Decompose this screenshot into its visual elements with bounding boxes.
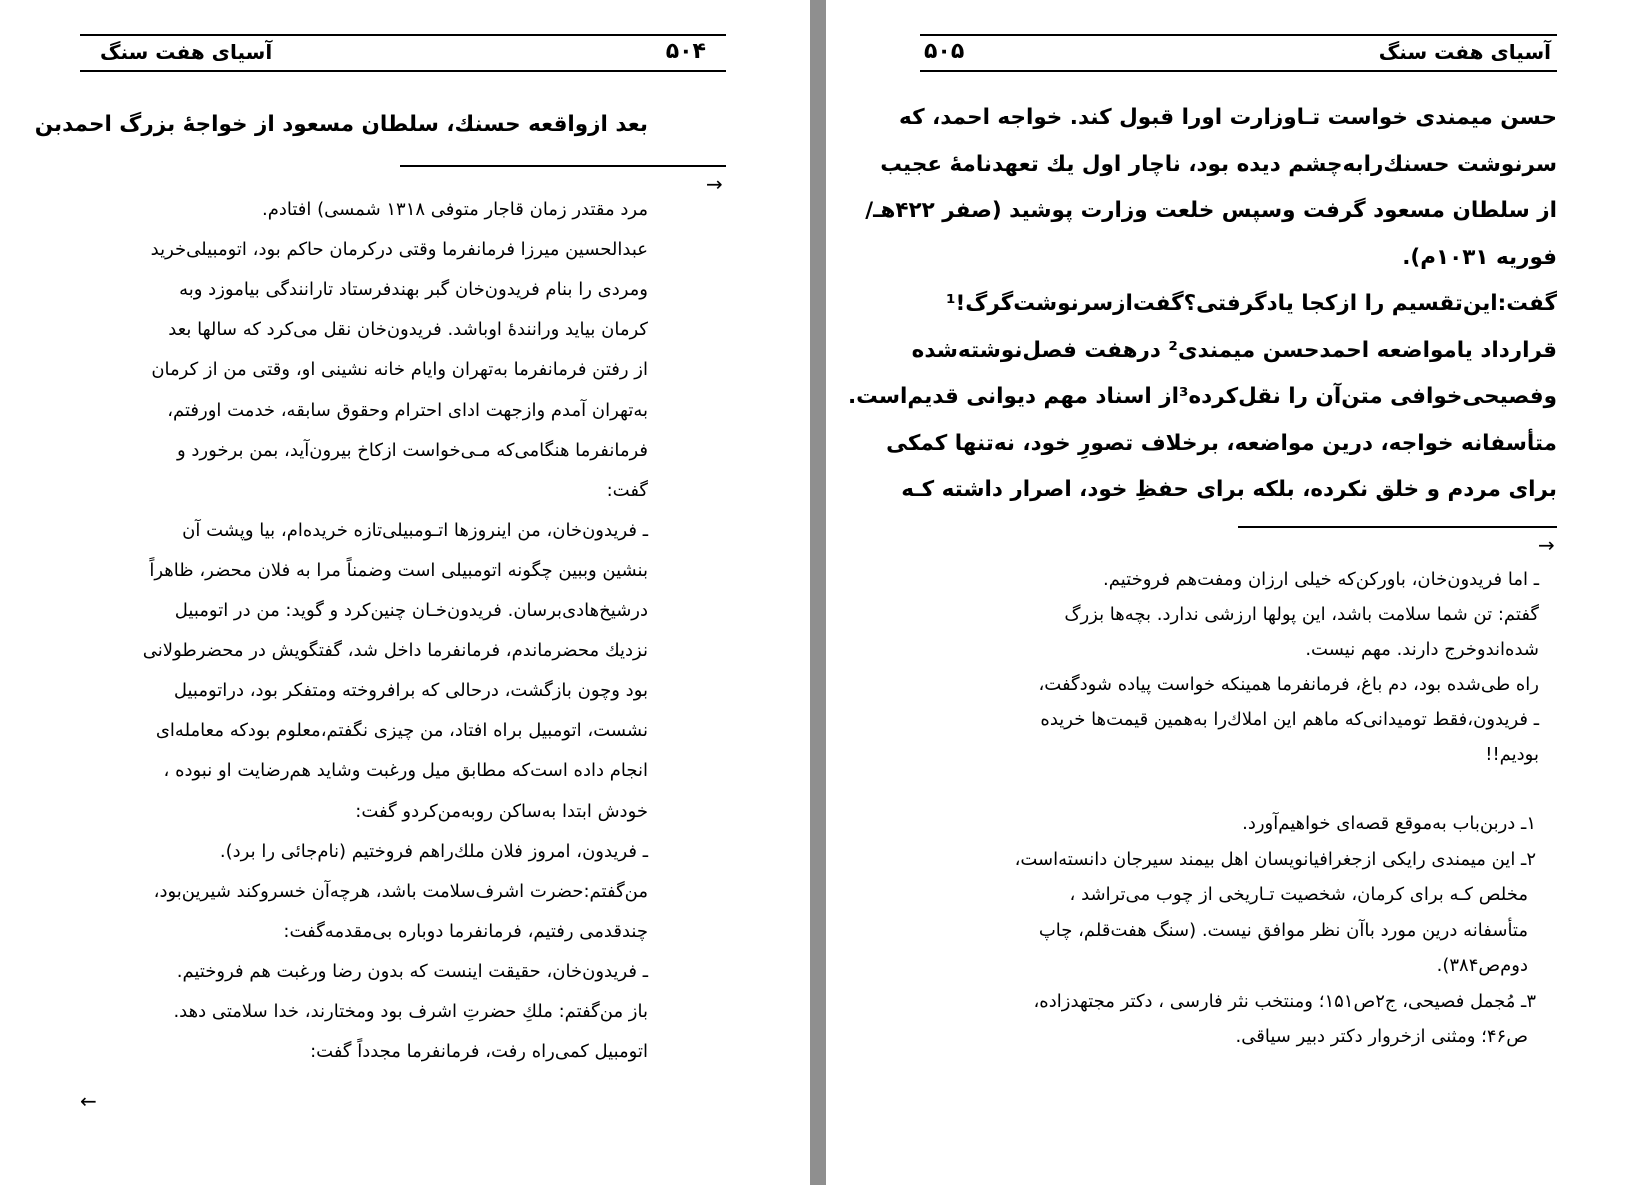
- body-line: به‌تهران آمدم وازجهت ادای احترام وحقوق سابقه، خدمت اورفتم،: [167, 399, 648, 421]
- left-running-title: آسیای هفت سنگ: [100, 40, 273, 64]
- dialog-line: ـ فریدون،فقط تومیدانی‌که ماهم این املاك‌را به‌همین قیمت‌ها خریده: [1040, 709, 1539, 730]
- footnote-line: متأسفانه درین مورد باآن نظر موافق نیست. (سنگ هفت‌قلم، چاپ: [1038, 919, 1528, 941]
- body-line: نشست، اتومبیل براه افتاد، من چیزی نگفتم،معلوم بودکه معامله‌ای: [155, 720, 648, 742]
- body-line: سرنوشت حسنك‌رابه‌چشم دیده بود، ناچار اول یك تعهدنامهٔ عجیب: [880, 151, 1557, 177]
- body-line: متأسفانه خواجه، درین مواضعه، برخلاف تصورِ خود، نه‌تنها کمکی: [886, 430, 1557, 456]
- dialog-line: شده‌اندوخرج دارند. مهم نیست.: [1305, 639, 1539, 660]
- right-page-number: ۵۰۵: [924, 39, 965, 64]
- footnote-line: ۱ـ دربن‌باب به‌موقع قصه‌ای خواهیم‌آورد.: [1242, 813, 1536, 834]
- footnote-line: ۲ـ این میمندی رایکی ازجغرافیانویسان اهل بیمند سیرجان دانسته‌است،: [1014, 848, 1536, 870]
- body-line: فوریه ۱۰۳۱م).: [1402, 244, 1557, 270]
- body-line: ـ فریدون‌خان، حقیقت اینست که بدون رضا ورغبت هم فروختیم.: [176, 960, 648, 982]
- body-line: از سلطان مسعود گرفت وسپس خلعت وزارت پوشید (صفر ۴۲۲هـ/: [865, 198, 1557, 223]
- left-divider: [400, 165, 726, 167]
- body-line: من‌گفتم:حضرت اشرف‌سلامت باشد، هرچه‌آن خسروکند شیرین‌بود،: [153, 880, 648, 902]
- right-page: [826, 0, 1641, 1185]
- footnote-line: ص۴۶؛ ومثنی ازخروار دکتر دبیر سیاقی.: [1235, 1026, 1528, 1047]
- body-line: برای مردم و خلق نکرده، بلکه برای حفظِ خود، اصرار داشته کـه: [901, 477, 1557, 502]
- left-page-header: [80, 34, 726, 72]
- body-line: از رفتن فرمانفرما به‌تهران وایام خانه نشینی او، وقتی من از کرمان: [151, 359, 648, 381]
- body-line: چندقدمی رفتیم، فرمانفرما دوباره بی‌مقدمه‌گفت:: [283, 920, 648, 942]
- right-running-title: آسیای هفت سنگ: [1378, 40, 1551, 64]
- body-line: ـ فریدون، امروز فلان ملك‌راهم فروختیم (نام‌جائی را برد).: [219, 840, 648, 862]
- left-end-arrow: ←: [80, 1089, 97, 1113]
- body-line: فرمانفرما هنگامی‌که مـی‌خواست ازکاخ بیرون‌آید، بمن برخورد و: [176, 439, 648, 461]
- right-page-header: [920, 34, 1557, 72]
- dialog-line: راه طی‌شده بود، دم باغ، فرمانفرما همینکه خواست پیاده شودگفت،: [1038, 674, 1539, 695]
- body-line: انجام داده است‌که مطابق میل ورغبت وشاید هم‌رضایت او نبوده ،: [163, 760, 648, 782]
- body-line: خودش ابتدا به‌ساکن روبه‌من‌کردو گفت:: [355, 800, 648, 822]
- dialog-line: بودیم!!: [1485, 744, 1539, 765]
- footnote-line: دوم‌ص۳۸۴).: [1436, 955, 1528, 976]
- body-line: مرد مقتدر زمان قاجار متوفی ۱۳۱۸ شمسی) افتادم.: [261, 199, 648, 220]
- right-divider: [1238, 526, 1557, 528]
- body-line: گفت:: [606, 479, 648, 501]
- left-continuation-arrow: →: [706, 172, 723, 196]
- body-line: قرارداد یامواضعه احمدحسن میمندی² درهفت فصل‌نوشته‌شده: [911, 337, 1557, 363]
- left-page-number: ۵۰۴: [665, 39, 706, 64]
- dialog-line: ـ اما فریدون‌خان، باورکن‌که خیلی ارزان ومفت‌هم فروختیم.: [1103, 569, 1539, 590]
- book-gutter: [810, 0, 826, 1185]
- body-line: گفت:این‌تقسیم را ازکجا یادگرفتی؟گفت‌ازسرنوشت‌گرگ!¹: [946, 291, 1557, 316]
- body-line: وفصیحی‌خوافی متن‌آن را نقل‌کرده³از اسناد مهم دیوانی قدیم‌است.: [847, 384, 1557, 409]
- body-line: بود وچون بازگشت، درحالی که برافروخته ومتفکر بود، دراتومبیل: [173, 680, 648, 702]
- body-line: حسن میمندی خواست تـاوزارت اورا قبول کند. خواجه احمد، که: [899, 105, 1557, 130]
- footnote-line: ۳ـ مُجمل فصیحی، ج۲ص۱۵۱؛ ومنتخب نثر فارسی ، دکتر مجتهدزاده،: [1033, 990, 1536, 1012]
- body-line: نزدیك محضرماندم، فرمانفرما داخل شد، گفتگویش در محضرطولانی: [142, 640, 648, 662]
- left-page: [0, 0, 810, 1185]
- body-line: ـ فریدون‌خان، من اینروزها اتـومبیلی‌تازه خریده‌ام، بیا وپشت آن: [182, 519, 648, 541]
- right-continuation-arrow: →: [1538, 533, 1555, 557]
- body-line: درشیخ‌هادی‌برسان. فریدون‌خـان چنین‌کرد و گوید: من در اتومبیل: [174, 600, 648, 621]
- body-line: اتومبیل کمی‌راه رفت، فرمانفرما مجدداً گفت:: [310, 1041, 648, 1063]
- body-line: عبدالحسین میرزا فرمانفرما وقتی درکرمان حاکم بود، اتومبیلی‌خرید: [150, 239, 648, 261]
- body-line: کرمان بیاید ورانندهٔ اوباشد. فریدون‌خان نقل می‌کرد که سالها بعد: [168, 319, 648, 341]
- footnote-line: مخلص کـه برای کرمان، شخصیت تـاریخی از چوب می‌تراشد ،: [1069, 884, 1528, 905]
- body-line: بنشین وببین چگونه اتومبیلی است وضمناً مرا به فلان محضر، ظاهراً: [149, 559, 648, 581]
- dialog-line: گفتم: تن شما سلامت باشد، این پولها ارزشی ندارد. بچه‌ها بزرگ: [1064, 604, 1539, 625]
- continuation-text: بعد ازواقعه حسنك، سلطان مسعود از خواجهٔ بزرگ احمدبن: [34, 112, 648, 137]
- body-line: ومردی را بنام فریدون‌خان گبر بهندفرستاد تارانندگی بیاموزد وبه: [179, 279, 648, 301]
- body-line: باز من‌گفتم: ملكِ حضرتِ اشرف بود ومختارند، خدا سلامتی دهد.: [173, 1001, 648, 1022]
